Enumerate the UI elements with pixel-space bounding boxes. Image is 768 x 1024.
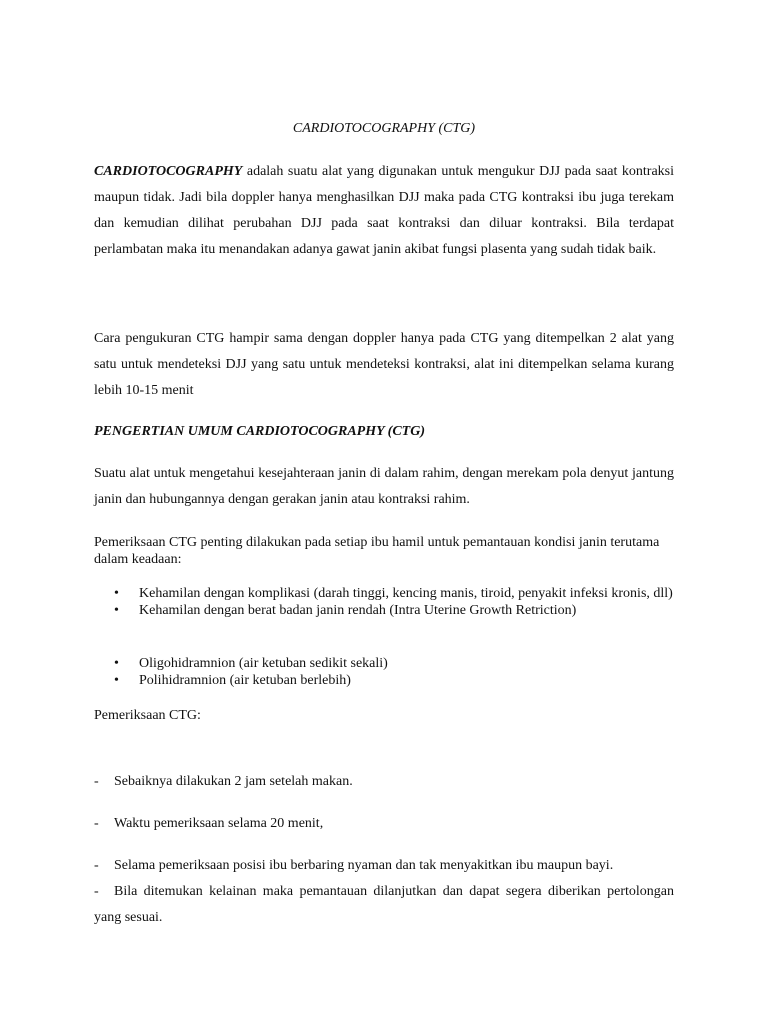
dash-item [94,811,674,837]
list-item [94,672,674,689]
definition-paragraph: Suatu alat untuk mengetahui kesejahteraan janin di dalam rahim, dengan merekam pola denyut jantung janin dan hubungannya dengan gerakan janin atau kontraksi rahim. [94,466,674,507]
document-title: CARDIOTOCOGRAPHY (CTG) [292,121,476,136]
intro-text: adalah suatu alat yang digunakan untuk mengukur DJJ pada saat kontraksi maupun tidak. Jadi bila doppler hanya menghasilkan DJJ maka pada CTG kontraksi ibu juga terekam dan kemudian dilihat perubahan DJJ pada saat kontraksi dan diluar kontraksi. Bila terdapat perlambatan maka itu menandakan adanya gawat janin akibat fungsi plasenta yang sudah tidak baik. [94,164,674,257]
dash-item-text: Selama pemeriksaan posisi ibu berbaring nyaman dan tak menyakitkan ibu maupun bayi. [114,858,614,873]
dash-item [94,879,674,931]
importance-paragraph: Pemeriksaan CTG penting dilakukan pada setiap ibu hamil untuk pemantauan kondisi janin terutama dalam keadaan: [94,535,660,567]
list-item [94,655,674,672]
bullet-icon: • [114,656,119,671]
intro-paragraph [94,159,674,263]
dash-marker: - [94,858,99,873]
dash-marker: - [94,774,99,789]
list-item-text: Kehamilan dengan berat badan janin rendah (Intra Uterine Growth Retriction) [139,603,577,618]
list-item [94,585,674,602]
dash-marker: - [94,816,99,831]
condition-list-2 [94,655,674,689]
list-item-text: Oligohidramnion (air ketuban sedikit sekali) [139,656,388,671]
section-heading-general: PENGERTIAN UMUM CARDIOTOCOGRAPHY (CTG) [94,424,425,439]
dash-item-text: Waktu pemeriksaan selama 20 menit, [114,816,324,831]
dash-item-text: Bila ditemukan kelainan maka pemantauan dilanjutkan dan dapat segera diberikan pertolongan yang sesuai. [94,884,674,925]
exam-label: Pemeriksaan CTG: [94,708,201,723]
list-item-text: Kehamilan dengan komplikasi (darah tinggi, kencing manis, tiroid, penyakit infeksi kronis, dll) [139,586,673,601]
condition-list-1 [94,585,674,619]
list-item [94,602,674,619]
dash-marker: - [94,884,99,899]
measurement-paragraph: Cara pengukuran CTG hampir sama dengan doppler hanya pada CTG yang ditempelkan 2 alat yang satu untuk mendeteksi DJJ yang satu untuk mendeteksi kontraksi, alat ini ditempelkan selama kurang lebih 10-15 menit [94,331,674,398]
bullet-icon: • [114,586,119,601]
bullet-icon: • [114,603,119,618]
dash-item [94,769,674,795]
bullet-icon: • [114,673,119,688]
list-item-text: Polihidramnion (air ketuban berlebih) [139,673,351,688]
dash-item [94,853,674,879]
dash-item-text: Sebaiknya dilakukan 2 jam setelah makan. [114,774,353,789]
intro-lead-term: CARDIOTOCOGRAPHY [94,164,243,179]
